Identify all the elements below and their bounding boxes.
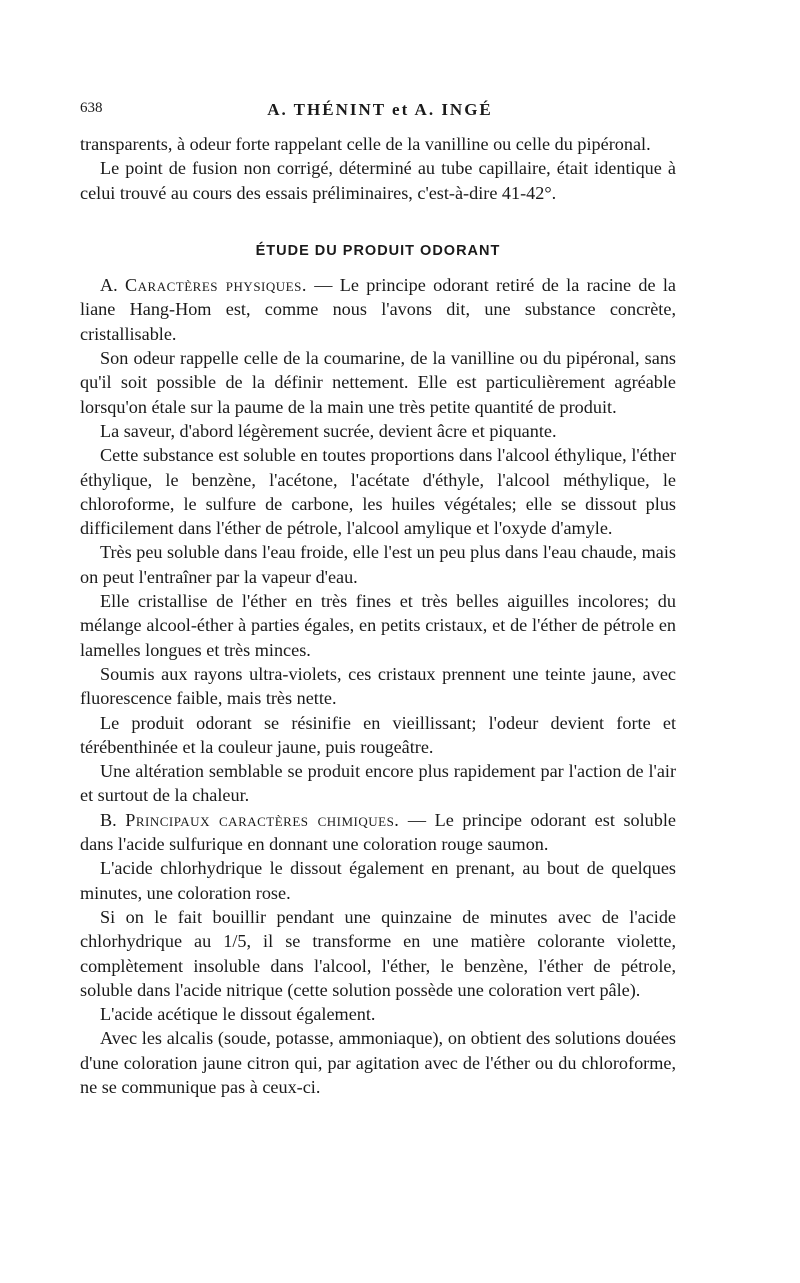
paragraph: Avec les alcalis (soude, potasse, ammoniaque), on obtient des solutions douées d'une coloration jaune citron qui, par agitation avec de l'éther ou du chloroforme, ne se communique pas à ceux-ci. <box>80 1028 676 1097</box>
paragraph: L'acide acétique le dissout également. <box>100 1004 376 1025</box>
paragraph: L'acide chlorhydrique le dissout également en prenant, au bout de quelques minutes, une coloration rose. <box>80 858 676 903</box>
section-a-label: A. <box>100 275 118 296</box>
running-title: A. THÉNINT et A. INGÉ <box>267 100 493 119</box>
paragraph: Elle cristallise de l'éther en très fines et très belles aiguilles incolores; du mélange alcool-éther à parties égales, en petits cristaux, et de l'éther de pétrole en lamelles longues et très minces. <box>80 591 676 660</box>
page-number: 638 <box>80 100 103 116</box>
section-a-heading: Caractères physiques. <box>125 275 307 296</box>
paragraph: transparents, à odeur forte rappelant celle de la vanilline ou celle du pipéronal. <box>80 134 651 154</box>
section-title: ÉTUDE DU PRODUIT ODORANT <box>255 242 501 259</box>
section-b-paragraph <box>80 808 676 857</box>
paragraph: Son odeur rappelle celle de la coumarine, de la vanilline ou du pipéronal, sans qu'il soit possible de la définir nettement. Elle est particulièrement agréable lorsqu'on étale sur la paume de la main une très petite quantité de produit. <box>80 348 676 417</box>
section-b-label: B. <box>100 809 117 830</box>
section-b-heading: Principaux caractères chimiques. <box>125 809 400 830</box>
paragraph: Soumis aux rayons ultra-violets, ces cristaux prennent une teinte jaune, avec fluorescence faible, mais très nette. <box>80 663 676 709</box>
paragraph: Si on le fait bouillir pendant une quinzaine de minutes avec de l'acide chlorhydrique au 1/5, il se transforme en une matière colorante violette, complètement insoluble dans l'alcool, l'éther, le benzène, l'éther de pétrole, soluble dans l'acide nitrique (cette solution possède une coloration vert pâle). <box>80 906 676 1000</box>
body-text <box>80 132 676 1099</box>
page-header <box>80 100 680 124</box>
section-a-text: — Le principe odorant retiré de la racine de la liane Hang-Hom est, comme nous l'avons dit, une substance concrète, cristallisable. <box>80 275 676 344</box>
paragraph: Une altération semblable se produit encore plus rapidement par l'action de l'air et surtout de la chaleur. <box>80 761 676 806</box>
paragraph: Le produit odorant se résinifie en vieillissant; l'odeur devient forte et térébenthinée et la couleur jaune, puis rougeâtre. <box>80 712 676 757</box>
paragraph: La saveur, d'abord légèrement sucrée, devient âcre et piquante. <box>100 420 557 441</box>
section-b-text: — Le principe odorant est soluble dans l'acide sulfurique en donnant une coloration rouge saumon. <box>80 809 676 855</box>
paragraph: Le point de fusion non corrigé, déterminé au tube capillaire, était identique à celui trouvé au cours des essais préliminaires, c'est-à-dire 41-42°. <box>80 158 676 203</box>
paragraph: Cette substance est soluble en toutes proportions dans l'alcool éthylique, l'éther éthylique, le benzène, l'acétone, l'acétate d'éthyle, l'alcool méthylique, le chloroforme, le sulfure de carbone, les huiles végétales; elle se dissout plus difficilement dans l'éther de pétrole, l'alcool amylique et l'oxyde d'amyle. <box>80 445 676 539</box>
paragraph: Très peu soluble dans l'eau froide, elle l'est un peu plus dans l'eau chaude, mais on peut l'entraîner par la vapeur d'eau. <box>80 542 676 587</box>
section-a-paragraph <box>80 273 676 346</box>
